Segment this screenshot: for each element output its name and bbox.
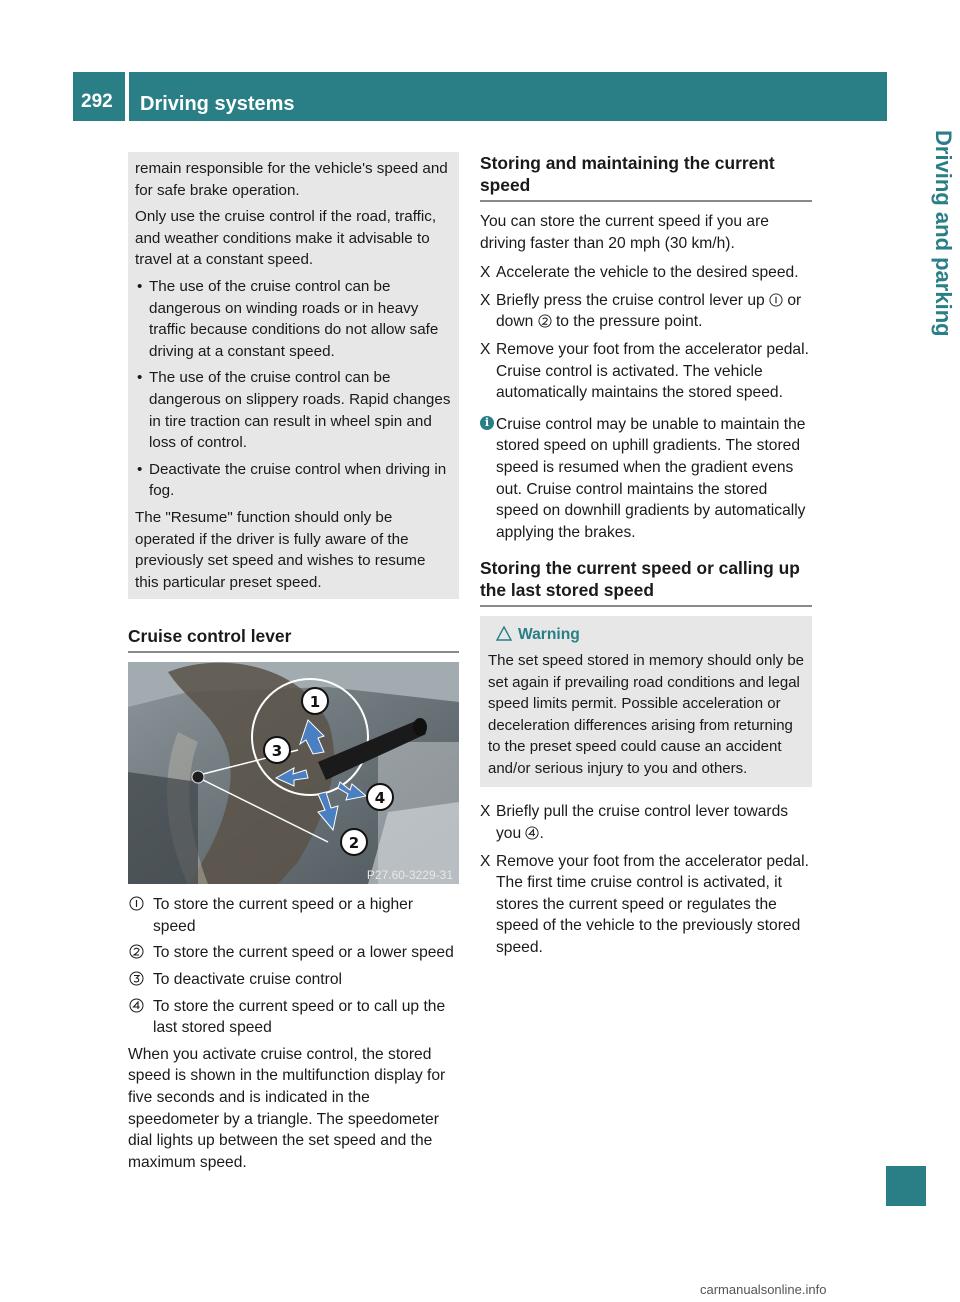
step-text: Remove your foot from the accelerator pedal.	[496, 340, 809, 358]
legend-text: To store the current speed or a higher speed	[153, 896, 414, 935]
header-divider	[125, 72, 129, 121]
warning-paragraph: The "Resume" function should only be operated if the driver is fully aware of the previously set speed and wishes to resume this particular preset speed.	[135, 508, 426, 591]
legend-item-3	[128, 969, 459, 991]
step-arrow-icon: X	[480, 264, 491, 282]
legend-text: To deactivate cruise control	[153, 971, 342, 989]
intro-paragraph: You can store the current speed if you are driving faster than 20 mph (30 km/h).	[480, 213, 769, 252]
callout-4-icon	[525, 826, 539, 840]
side-tab-label: Driving and parking	[931, 130, 956, 337]
step-arrow-icon: X	[480, 340, 491, 358]
info-note	[480, 414, 812, 544]
side-tab-marker	[886, 1166, 926, 1206]
legend-item-4	[128, 996, 459, 1039]
callout-1-icon	[769, 293, 783, 307]
legend-text: To store the current speed or a lower speed	[153, 944, 454, 962]
step-text: or down	[496, 291, 802, 331]
warning-bullet	[135, 367, 452, 453]
callout-2-icon	[538, 314, 552, 328]
warning-box	[480, 616, 812, 787]
callout-2-icon	[129, 944, 144, 959]
callout-3	[264, 737, 290, 763]
callout-2	[341, 829, 367, 855]
step-text: Briefly press the cruise control lever up	[496, 291, 770, 309]
bullet-text: The use of the cruise control can be dangerous on slippery roads. Rapid changes in tire traction can result in wheel spin and loss of control.	[149, 369, 451, 452]
step-item	[480, 339, 812, 404]
callout-1-icon	[129, 896, 144, 911]
page-number: 292	[81, 91, 113, 112]
step-text: to the pressure point.	[551, 313, 703, 331]
bullet-mark: •	[137, 460, 143, 478]
callout-4	[367, 784, 393, 810]
warning-bullet	[135, 276, 452, 362]
step-item	[480, 262, 812, 284]
step-result: Cruise control is activated. The vehicle automatically maintains the stored speed.	[496, 362, 783, 402]
bullet-text: Deactivate the cruise control when driving in fog.	[149, 460, 447, 500]
storing-calling-heading: Storing the current speed or calling up the last stored speed	[480, 557, 812, 607]
bullet-mark: •	[137, 369, 143, 387]
step-text: Briefly pull the cruise control lever towards you	[496, 803, 789, 843]
cruise-control-lever-figure	[128, 662, 459, 884]
svg-text:2: 2	[348, 834, 360, 853]
svg-text:3: 3	[271, 742, 283, 761]
warning-triangle-icon	[496, 626, 512, 641]
step-item	[480, 290, 812, 333]
callout-4-icon	[129, 998, 144, 1013]
callout-1	[302, 688, 328, 714]
step-item	[480, 801, 812, 844]
left-column	[128, 152, 459, 1173]
warning-continued-box	[128, 152, 459, 599]
footer-watermark: carmanualsonline.info	[700, 1282, 827, 1297]
warning-header	[488, 624, 804, 646]
step-text: Accelerate the vehicle to the desired speed.	[496, 264, 799, 282]
right-column	[480, 152, 812, 965]
step-arrow-icon: X	[480, 291, 491, 309]
legend-text: To store the current speed or to call up the last stored speed	[153, 997, 446, 1037]
step-item	[480, 851, 812, 959]
warning-paragraph: remain responsible for the vehicle's speed and for safe brake operation.	[135, 160, 448, 199]
step-arrow-icon: X	[480, 852, 491, 870]
warning-title: Warning	[518, 626, 580, 644]
storing-heading: Storing and maintaining the current speed	[480, 152, 812, 202]
section-title: Driving systems	[140, 93, 295, 115]
warning-paragraph: Only use the cruise control if the road, traffic, and weather conditions make it advisable to travel at a constant speed.	[135, 208, 437, 269]
svg-text:4: 4	[374, 789, 386, 808]
callout-3-icon	[129, 971, 144, 986]
cruise-lever-heading: Cruise control lever	[128, 625, 459, 653]
legend-item-2	[128, 942, 459, 964]
info-text: Cruise control may be unable to maintain the stored speed on uphill gradients. The stored speed is resumed when the gradient evens out. Cruise control maintains the stored speed on downhill gradients by automatically applying the brakes.	[496, 415, 806, 541]
bullet-text: The use of the cruise control can be dangerous on winding roads or in heavy traffic because conditions do not allow safe driving at a constant speed.	[149, 277, 439, 360]
step-result: The first time cruise control is activated, it stores the current speed or regulates the speed of the vehicle to the previously stored speed.	[496, 874, 801, 957]
warning-bullet	[135, 459, 452, 502]
lever-illustration	[128, 662, 459, 884]
step-arrow-icon: X	[480, 803, 491, 821]
svg-text:1: 1	[309, 693, 321, 712]
step-text: .	[539, 825, 544, 843]
legend-item-1	[128, 894, 459, 937]
info-icon: i	[480, 416, 494, 430]
warning-text: The set speed stored in memory should only be set again if prevailing road conditions and legal speed limits permit. Possible acceleration or deceleration differences arising from returning to the preset speed could cause an accident and/or serious injury to you and others.	[488, 651, 805, 777]
step-text: Remove your foot from the accelerator pedal.	[496, 852, 809, 870]
body-paragraph: When you activate cruise control, the stored speed is shown in the multifunction display for five seconds and is indicated in the speedometer by a triangle. The speedometer dial lights up between the set speed and the maximum speed.	[128, 1045, 446, 1171]
bullet-mark: •	[137, 277, 143, 295]
figure-code: P27.60-3229-31	[366, 868, 453, 883]
